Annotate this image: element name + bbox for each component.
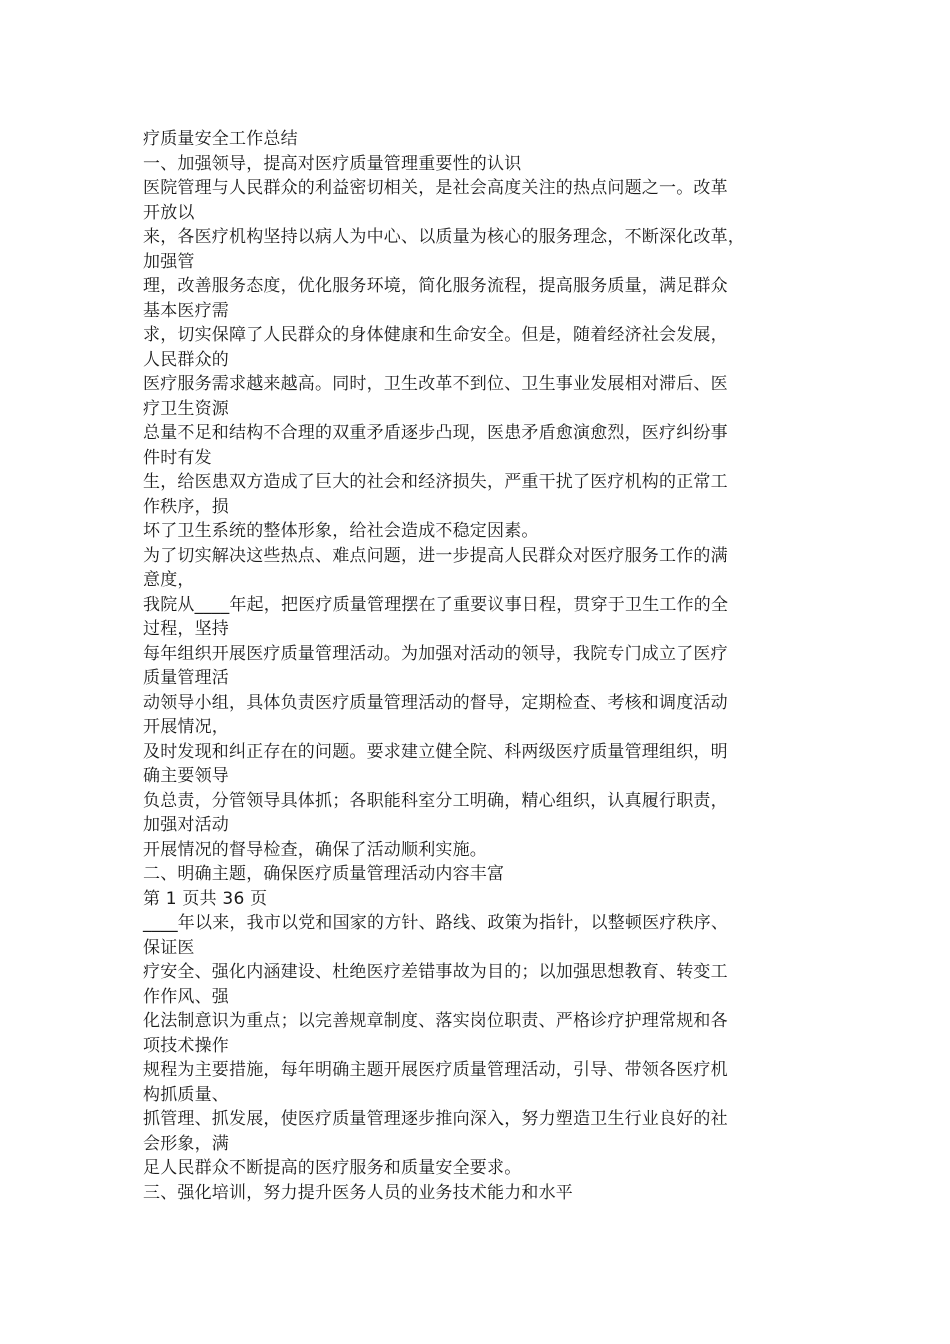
- text-line: 疗卫生资源: [143, 398, 229, 419]
- text-line: 医院管理与人民群众的利益密切相关，是社会高度关注的热点问题之一。改革: [143, 178, 728, 198]
- text-line: 开放以: [143, 202, 195, 223]
- text-line: 规程为主要措施，每年明确主题开展医疗质量管理活动，引导、带领各医疗机: [143, 1060, 728, 1080]
- text-line: 来，各医疗机构坚持以病人为中心、以质量为核心的服务理念，不断深化改革，: [143, 227, 745, 247]
- text-line: 人民群众的: [143, 349, 229, 370]
- text-line: 项技术操作: [143, 1035, 229, 1056]
- text-line: 每年组织开展医疗质量管理活动。为加强对活动的领导，我院专门成立了医疗: [143, 643, 728, 664]
- text-line: 总量不足和结构不合理的双重矛盾逐步凸现，医患矛盾愈演愈烈，医疗纠纷事: [143, 423, 728, 443]
- text-line: 确主要领导: [143, 766, 229, 786]
- text-line: 抓管理、抓发展，使医疗质量管理逐步推向深入，努力塑造卫生行业良好的社: [143, 1109, 728, 1129]
- text-line: 为了切实解决这些热点、难点问题，进一步提高人民群众对医疗服务工作的满: [143, 545, 728, 566]
- text-line: 意度，: [143, 570, 195, 590]
- text-line: ____年以来，我市以党和国家的方针、路线、政策为指针，以整顿医疗秩序、: [143, 913, 729, 933]
- section-heading-3: 三、强化培训，努力提升医务人员的业务技术能力和水平: [143, 1182, 573, 1203]
- text-line: 基本医疗需: [143, 300, 229, 321]
- text-line: 坏了卫生系统的整体形象，给社会造成不稳定因素。: [143, 521, 539, 541]
- text-line: 负总责，分管领导具体抓；各职能科室分工明确，精心组织，认真履行职责，: [143, 790, 728, 811]
- text-line: 质量管理活: [143, 668, 229, 688]
- text-line: 疗安全、强化内涵建设、杜绝医疗差错事故为目的；以加强思想教育、转变工: [143, 962, 728, 982]
- document-title-line: 疗质量安全工作总结: [143, 129, 298, 149]
- text-line: 足人民群众不断提高的医疗服务和质量安全要求。: [143, 1158, 522, 1178]
- text-line: 动领导小组，具体负责医疗质量管理活动的督导，定期检查、考核和调度活动: [143, 692, 728, 713]
- text-line: 理，改善服务态度，优化服务环境，简化服务流程，提高服务质量，满足群众: [143, 276, 728, 296]
- text-line: 医疗服务需求越来越高。同时，卫生改革不到位、卫生事业发展相对滞后、医: [143, 374, 728, 394]
- text-line: 作作风、强: [143, 986, 229, 1007]
- text-line: 我院从____年起，把医疗质量管理摆在了重要议事日程，贯穿于卫生工作的全: [143, 594, 729, 615]
- text-line: 保证医: [143, 937, 195, 958]
- text-line: 及时发现和纠正存在的问题。要求建立健全院、科两级医疗质量管理组织，明: [143, 741, 728, 762]
- section-heading-2: 二、明确主题，确保医疗质量管理活动内容丰富: [143, 864, 505, 884]
- text-line: 求，切实保障了人民群众的身体健康和生命安全。但是，随着经济社会发展，: [143, 325, 728, 345]
- text-line: 件时有发: [143, 447, 212, 468]
- page-number: 第 1 页共 36 页: [143, 888, 268, 909]
- text-line: 加强对活动: [143, 815, 229, 835]
- text-line: 化法制意识为重点；以完善规章制度、落实岗位职责、严格诊疗护理常规和各: [143, 1011, 728, 1031]
- text-line: 过程，坚持: [143, 619, 229, 639]
- text-line: 会形象，满: [143, 1133, 229, 1154]
- text-line: 开展情况的督导检查，确保了活动顺利实施。: [143, 839, 487, 860]
- text-line: 构抓质量、: [143, 1084, 229, 1105]
- text-line: 加强管: [143, 251, 195, 272]
- section-heading-1: 一、加强领导，提高对医疗质量管理重要性的认识: [143, 153, 522, 174]
- text-line: 作秩序，损: [143, 496, 229, 517]
- document-body: [143, 127, 815, 1205]
- text-line: 开展情况，: [143, 717, 229, 737]
- text-line: 生，给医患双方造成了巨大的社会和经济损失，严重干扰了医疗机构的正常工: [143, 472, 728, 492]
